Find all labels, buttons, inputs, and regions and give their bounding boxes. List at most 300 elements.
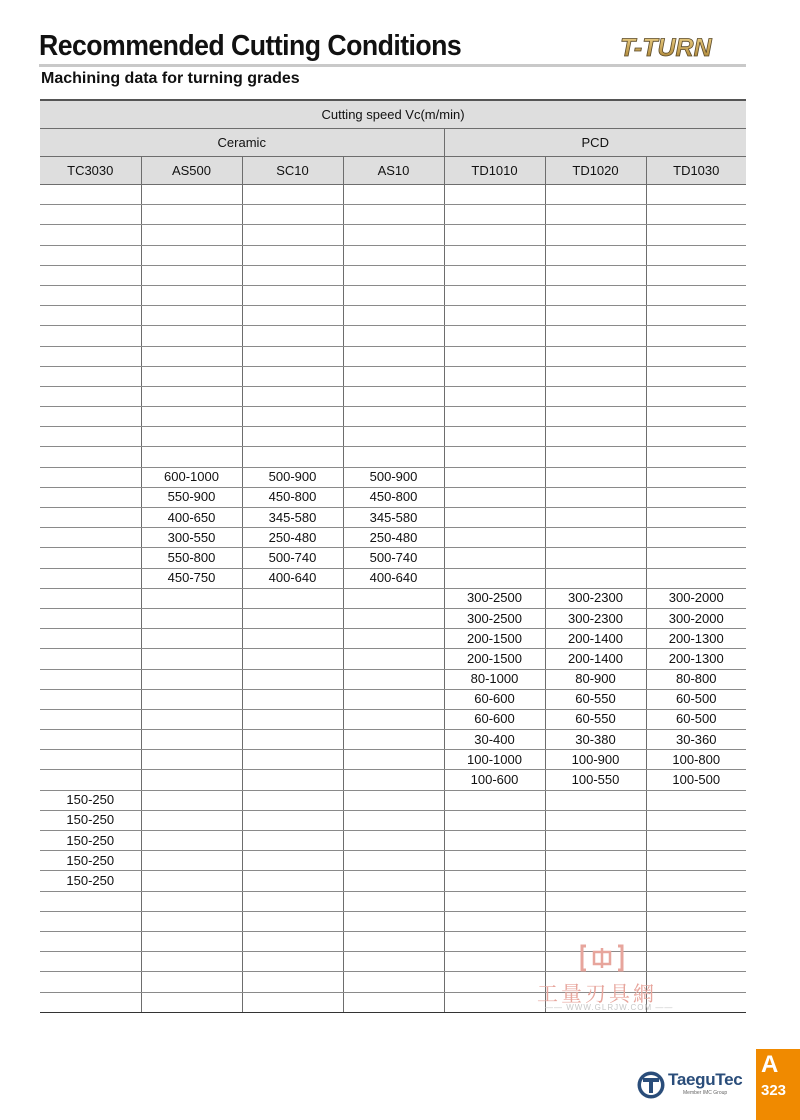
table-cell bbox=[646, 205, 746, 225]
table-cell bbox=[242, 911, 343, 931]
table-row bbox=[40, 911, 746, 931]
table-cell: 400-650 bbox=[141, 508, 242, 528]
table-cell bbox=[141, 790, 242, 810]
table-row bbox=[40, 669, 746, 689]
table-row bbox=[40, 285, 746, 305]
table-cell bbox=[545, 245, 646, 265]
table-cell bbox=[646, 487, 746, 507]
table-cell bbox=[40, 931, 141, 951]
table-cell bbox=[40, 568, 141, 588]
table-cell bbox=[646, 911, 746, 931]
table-cell bbox=[141, 629, 242, 649]
table-cell bbox=[242, 306, 343, 326]
table-cell bbox=[343, 649, 444, 669]
table-cell: 450-800 bbox=[242, 487, 343, 507]
table-cell bbox=[646, 306, 746, 326]
table-cell bbox=[343, 285, 444, 305]
table-cell bbox=[141, 851, 242, 871]
table-row bbox=[40, 790, 746, 810]
table-cell bbox=[40, 750, 141, 770]
page-tab bbox=[756, 1049, 800, 1120]
table-cell bbox=[444, 871, 545, 891]
table-cell bbox=[242, 669, 343, 689]
table-cell bbox=[242, 386, 343, 406]
table-cell bbox=[444, 306, 545, 326]
table-cell: 200-1400 bbox=[545, 629, 646, 649]
table-row bbox=[40, 931, 746, 951]
table-row bbox=[40, 508, 746, 528]
table-cell bbox=[444, 386, 545, 406]
table-cell bbox=[444, 225, 545, 245]
table-cell bbox=[444, 407, 545, 427]
table-cell bbox=[444, 568, 545, 588]
table-cell bbox=[646, 568, 746, 588]
table-cell bbox=[444, 810, 545, 830]
table-cell bbox=[242, 770, 343, 790]
table-cell bbox=[141, 952, 242, 972]
table-cell bbox=[40, 508, 141, 528]
table-row bbox=[40, 245, 746, 265]
table-cell bbox=[40, 407, 141, 427]
table-cell bbox=[242, 366, 343, 386]
table-cell bbox=[141, 447, 242, 467]
table-cell bbox=[141, 588, 242, 608]
table-cell bbox=[545, 508, 646, 528]
table-cell bbox=[141, 911, 242, 931]
table-cell bbox=[545, 911, 646, 931]
table-cell bbox=[444, 487, 545, 507]
table-cell bbox=[343, 871, 444, 891]
table-cell bbox=[242, 265, 343, 285]
table-cell bbox=[646, 528, 746, 548]
table-cell bbox=[646, 407, 746, 427]
table-cell bbox=[444, 285, 545, 305]
cutting-speed-table bbox=[40, 99, 746, 1013]
table-cell bbox=[444, 427, 545, 447]
table-cell: 250-480 bbox=[242, 528, 343, 548]
table-cell bbox=[444, 972, 545, 992]
table-cell bbox=[141, 810, 242, 830]
watermark-url: —— WWW.GLRJW.COM —— bbox=[545, 1003, 674, 1012]
table-cell: 100-550 bbox=[545, 770, 646, 790]
table-cell: 200-1400 bbox=[545, 649, 646, 669]
table-cell bbox=[444, 245, 545, 265]
table-cell bbox=[40, 972, 141, 992]
table-cell bbox=[242, 225, 343, 245]
table-cell bbox=[141, 326, 242, 346]
table-cell: 100-900 bbox=[545, 750, 646, 770]
table-cell: 150-250 bbox=[40, 790, 141, 810]
t-turn-logo bbox=[616, 32, 748, 62]
table-cell bbox=[646, 851, 746, 871]
table-cell bbox=[343, 407, 444, 427]
table-cell: 100-500 bbox=[646, 770, 746, 790]
table-cell bbox=[242, 790, 343, 810]
table-cell bbox=[444, 528, 545, 548]
page-subtitle: Machining data for turning grades bbox=[41, 70, 300, 87]
group-header-ceramic: Ceramic bbox=[40, 129, 444, 157]
table-cell bbox=[444, 447, 545, 467]
column-header: AS500 bbox=[141, 157, 242, 185]
table-cell bbox=[343, 346, 444, 366]
table-row bbox=[40, 528, 746, 548]
table-cell: 300-550 bbox=[141, 528, 242, 548]
table-cell bbox=[444, 891, 545, 911]
table-cell: 450-800 bbox=[343, 487, 444, 507]
table-cell bbox=[242, 629, 343, 649]
table-cell bbox=[444, 508, 545, 528]
table-cell bbox=[40, 326, 141, 346]
table-cell bbox=[242, 346, 343, 366]
table-cell bbox=[141, 649, 242, 669]
table-cell bbox=[545, 407, 646, 427]
table-cell bbox=[242, 185, 343, 205]
table-row bbox=[40, 770, 746, 790]
table-cell bbox=[141, 346, 242, 366]
table-cell bbox=[343, 790, 444, 810]
table-cell bbox=[40, 588, 141, 608]
table-cell bbox=[40, 629, 141, 649]
table-row bbox=[40, 568, 746, 588]
table-cell bbox=[646, 831, 746, 851]
table-cell bbox=[343, 386, 444, 406]
table-cell bbox=[343, 306, 444, 326]
table-cell bbox=[343, 588, 444, 608]
table-cell bbox=[343, 810, 444, 830]
table-cell bbox=[141, 730, 242, 750]
table-cell bbox=[40, 709, 141, 729]
table-cell bbox=[646, 810, 746, 830]
table-cell bbox=[242, 447, 343, 467]
table-cell bbox=[141, 386, 242, 406]
table-cell bbox=[141, 871, 242, 891]
table-cell bbox=[242, 931, 343, 951]
table-cell bbox=[444, 548, 545, 568]
table-cell bbox=[40, 467, 141, 487]
table-cell bbox=[40, 447, 141, 467]
table-cell bbox=[646, 265, 746, 285]
table-cell bbox=[545, 891, 646, 911]
table-cell bbox=[646, 427, 746, 447]
table-cell bbox=[343, 225, 444, 245]
table-cell bbox=[40, 427, 141, 447]
table-cell bbox=[40, 730, 141, 750]
table-cell bbox=[40, 649, 141, 669]
table-cell bbox=[343, 185, 444, 205]
table-body bbox=[40, 185, 746, 1013]
table-cell: 60-600 bbox=[444, 709, 545, 729]
table-row bbox=[40, 608, 746, 628]
table-cell bbox=[343, 608, 444, 628]
table-cell: 300-2300 bbox=[545, 588, 646, 608]
table-row bbox=[40, 306, 746, 326]
table-cell bbox=[545, 548, 646, 568]
table-cell bbox=[343, 205, 444, 225]
table-row bbox=[40, 326, 746, 346]
table-cell bbox=[444, 366, 545, 386]
table-cell bbox=[545, 487, 646, 507]
table-cell bbox=[545, 467, 646, 487]
table-cell bbox=[646, 467, 746, 487]
table-cell bbox=[141, 205, 242, 225]
table-cell bbox=[343, 851, 444, 871]
table-row bbox=[40, 871, 746, 891]
table-cell bbox=[444, 952, 545, 972]
table-cell: 200-1300 bbox=[646, 629, 746, 649]
table-row bbox=[40, 487, 746, 507]
table-cell bbox=[242, 709, 343, 729]
table-cell bbox=[141, 366, 242, 386]
table-cell bbox=[343, 911, 444, 931]
table-cell bbox=[242, 689, 343, 709]
table-cell bbox=[545, 427, 646, 447]
brand-subtitle: Member IMC Group bbox=[683, 1090, 728, 1096]
table-cell: 30-380 bbox=[545, 730, 646, 750]
table-cell: 80-900 bbox=[545, 669, 646, 689]
table-row bbox=[40, 649, 746, 669]
table-cell bbox=[242, 649, 343, 669]
table-cell bbox=[242, 851, 343, 871]
table-cell bbox=[40, 245, 141, 265]
table-cell: 80-800 bbox=[646, 669, 746, 689]
table-row bbox=[40, 205, 746, 225]
table-row bbox=[40, 831, 746, 851]
table-row bbox=[40, 225, 746, 245]
table-cell bbox=[343, 931, 444, 951]
table-cell bbox=[545, 346, 646, 366]
table-cell: 150-250 bbox=[40, 851, 141, 871]
table-cell bbox=[40, 952, 141, 972]
table-cell bbox=[242, 871, 343, 891]
table-cell bbox=[343, 366, 444, 386]
table-cell bbox=[545, 265, 646, 285]
table-cell: 150-250 bbox=[40, 871, 141, 891]
table-cell bbox=[141, 608, 242, 628]
table-row bbox=[40, 265, 746, 285]
table-cell bbox=[141, 427, 242, 447]
column-header: AS10 bbox=[343, 157, 444, 185]
table-cell bbox=[40, 285, 141, 305]
table-cell bbox=[242, 992, 343, 1012]
table-row bbox=[40, 629, 746, 649]
table-cell: 300-2000 bbox=[646, 608, 746, 628]
title-rule bbox=[39, 64, 746, 67]
table-cell bbox=[343, 730, 444, 750]
table-cell bbox=[343, 427, 444, 447]
table-cell: 345-580 bbox=[242, 508, 343, 528]
table-cell: 300-2500 bbox=[444, 608, 545, 628]
table-cell: 345-580 bbox=[343, 508, 444, 528]
table-cell bbox=[242, 245, 343, 265]
table-cell bbox=[141, 185, 242, 205]
table-cell bbox=[343, 972, 444, 992]
table-cell bbox=[141, 972, 242, 992]
table-cell: 500-900 bbox=[343, 467, 444, 487]
table-cell bbox=[343, 891, 444, 911]
table-cell: 200-1300 bbox=[646, 649, 746, 669]
table-cell bbox=[444, 851, 545, 871]
table-cell bbox=[545, 851, 646, 871]
table-row bbox=[40, 891, 746, 911]
table-row bbox=[40, 750, 746, 770]
table-cell: 60-550 bbox=[545, 689, 646, 709]
table-cell bbox=[444, 790, 545, 810]
table-cell bbox=[444, 911, 545, 931]
table-cell bbox=[444, 265, 545, 285]
table-cell bbox=[444, 346, 545, 366]
table-cell: 500-740 bbox=[242, 548, 343, 568]
table-cell bbox=[141, 225, 242, 245]
table-cell: 550-900 bbox=[141, 487, 242, 507]
column-header: TD1030 bbox=[646, 157, 746, 185]
table-cell bbox=[242, 831, 343, 851]
page-number: 323 bbox=[761, 1082, 787, 1099]
table-cell bbox=[343, 245, 444, 265]
table-cell bbox=[646, 871, 746, 891]
table-cell bbox=[444, 992, 545, 1012]
table-cell: 100-1000 bbox=[444, 750, 545, 770]
table-cell: 450-750 bbox=[141, 568, 242, 588]
table-cell: 400-640 bbox=[343, 568, 444, 588]
table-cell bbox=[545, 790, 646, 810]
table-cell bbox=[646, 285, 746, 305]
table-cell bbox=[242, 326, 343, 346]
table-cell bbox=[242, 205, 343, 225]
table-cell: 80-1000 bbox=[444, 669, 545, 689]
table-row bbox=[40, 407, 746, 427]
table-cell bbox=[141, 931, 242, 951]
table-cell: 60-600 bbox=[444, 689, 545, 709]
table-cell bbox=[545, 225, 646, 245]
table-cell bbox=[40, 205, 141, 225]
column-header: TC3030 bbox=[40, 157, 141, 185]
table-cell bbox=[40, 608, 141, 628]
table-cell bbox=[343, 952, 444, 972]
table-cell bbox=[343, 689, 444, 709]
table-cell: 150-250 bbox=[40, 810, 141, 830]
table-cell bbox=[545, 366, 646, 386]
table-cell bbox=[343, 447, 444, 467]
table-cell bbox=[40, 386, 141, 406]
table-cell bbox=[646, 386, 746, 406]
table-cell bbox=[646, 366, 746, 386]
table-cell bbox=[545, 326, 646, 346]
table-cell bbox=[343, 326, 444, 346]
table-cell bbox=[343, 831, 444, 851]
table-cell bbox=[40, 366, 141, 386]
table-cell bbox=[343, 992, 444, 1012]
brand-name: TaeguTec bbox=[668, 1070, 743, 1089]
table-cell bbox=[242, 972, 343, 992]
table-cell bbox=[242, 891, 343, 911]
table-cell bbox=[40, 185, 141, 205]
table-cell bbox=[141, 709, 242, 729]
table-cell bbox=[646, 447, 746, 467]
table-cell bbox=[242, 285, 343, 305]
table-cell bbox=[646, 790, 746, 810]
table-cell bbox=[40, 891, 141, 911]
table-cell: 300-2500 bbox=[444, 588, 545, 608]
table-cell bbox=[40, 346, 141, 366]
table-cell bbox=[242, 750, 343, 770]
table-cell bbox=[40, 992, 141, 1012]
table-row bbox=[40, 447, 746, 467]
table-cell bbox=[141, 992, 242, 1012]
table-cell bbox=[444, 931, 545, 951]
table-cell bbox=[40, 689, 141, 709]
table-cell bbox=[545, 185, 646, 205]
table-cell bbox=[40, 265, 141, 285]
page-title: Recommended Cutting Conditions bbox=[39, 30, 462, 62]
table-cell bbox=[343, 709, 444, 729]
table-cell bbox=[444, 326, 545, 346]
table-cell bbox=[545, 285, 646, 305]
table-cell: 400-640 bbox=[242, 568, 343, 588]
table-cell bbox=[141, 407, 242, 427]
table-cell bbox=[40, 770, 141, 790]
table-cell bbox=[141, 831, 242, 851]
table-cell: 100-600 bbox=[444, 770, 545, 790]
table-cell bbox=[242, 608, 343, 628]
table-cell bbox=[141, 265, 242, 285]
table-cell: 200-1500 bbox=[444, 629, 545, 649]
table-cell bbox=[545, 568, 646, 588]
table-cell bbox=[646, 952, 746, 972]
table-cell bbox=[343, 629, 444, 649]
table-cell bbox=[242, 730, 343, 750]
table-cell bbox=[545, 205, 646, 225]
table-cell bbox=[40, 225, 141, 245]
table-cell: 30-360 bbox=[646, 730, 746, 750]
group-header-pcd: PCD bbox=[444, 129, 746, 157]
table-row bbox=[40, 346, 746, 366]
table-cell bbox=[40, 911, 141, 931]
table-row bbox=[40, 427, 746, 447]
table-row bbox=[40, 366, 746, 386]
table-cell: 60-550 bbox=[545, 709, 646, 729]
table-cell bbox=[646, 548, 746, 568]
table-cell: 30-400 bbox=[444, 730, 545, 750]
table-row bbox=[40, 386, 746, 406]
table-cell bbox=[545, 810, 646, 830]
table-cell bbox=[646, 225, 746, 245]
table-cell bbox=[545, 831, 646, 851]
table-cell bbox=[343, 669, 444, 689]
table-cell bbox=[545, 871, 646, 891]
table-cell: 60-500 bbox=[646, 709, 746, 729]
table-row bbox=[40, 851, 746, 871]
table-cell bbox=[545, 306, 646, 326]
table-cell bbox=[40, 306, 141, 326]
table-cell bbox=[141, 770, 242, 790]
table-cell bbox=[141, 306, 242, 326]
table-row bbox=[40, 709, 746, 729]
table-caption: Cutting speed Vc(m/min) bbox=[40, 100, 746, 129]
table-cell: 500-740 bbox=[343, 548, 444, 568]
column-header: SC10 bbox=[242, 157, 343, 185]
table-cell bbox=[444, 831, 545, 851]
table-cell bbox=[242, 407, 343, 427]
table-cell bbox=[40, 528, 141, 548]
column-header: TD1020 bbox=[545, 157, 646, 185]
table-cell: 60-500 bbox=[646, 689, 746, 709]
watermark-logo-icon bbox=[580, 944, 624, 972]
table-cell bbox=[343, 750, 444, 770]
table-cell bbox=[444, 185, 545, 205]
table-cell: 100-800 bbox=[646, 750, 746, 770]
table-cell bbox=[444, 205, 545, 225]
table-cell: 500-900 bbox=[242, 467, 343, 487]
